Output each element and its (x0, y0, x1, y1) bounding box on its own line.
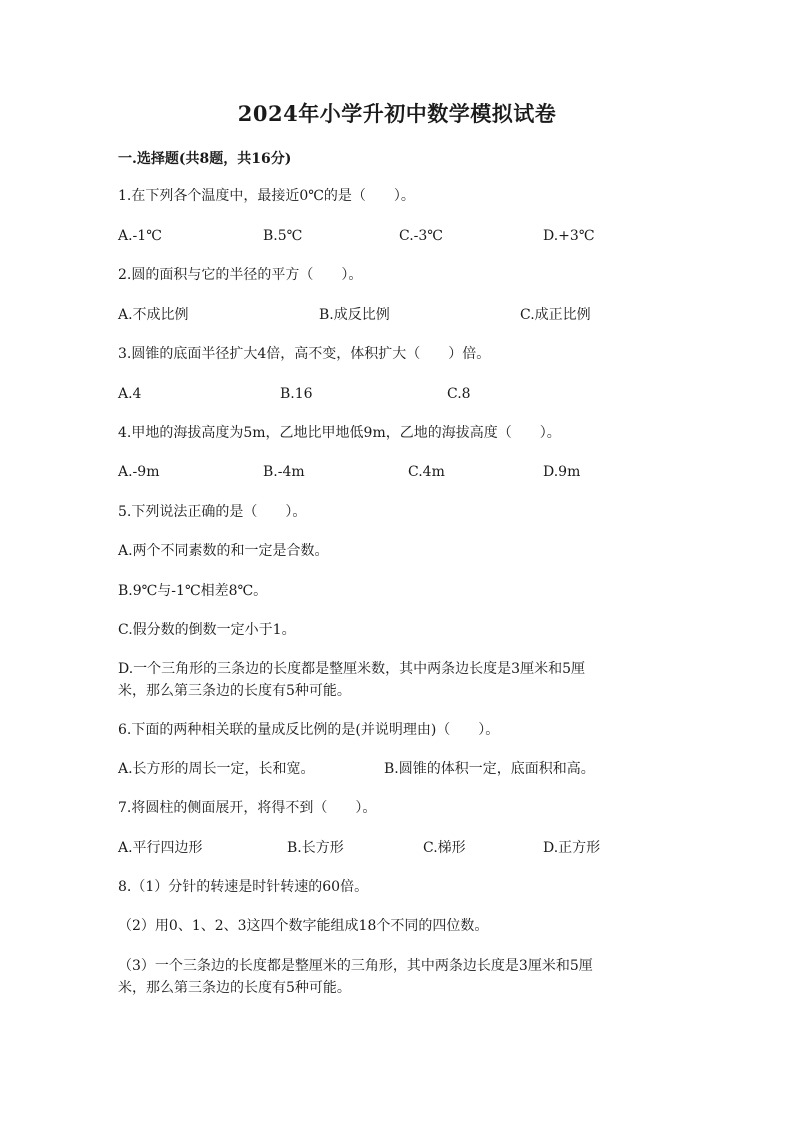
question-6-stem: 6.下面的两种相关联的量成反比例的是(并说明理由)（ ）。 (118, 722, 500, 738)
q4-option-d: D.9m (543, 464, 581, 480)
question-8-line-1: 8.（1）分针的转速是时针转速的60倍。 (118, 879, 369, 895)
question-1-stem: 1.在下列各个温度中，最接近0℃的是（ ）。 (118, 188, 415, 204)
q5-option-d-line2: 米，那么第三条边的长度有5种可能。 (118, 683, 351, 699)
q7-option-b: B.长方形 (287, 840, 344, 856)
q5-option-b: B.9℃与-1℃相差8℃。 (118, 583, 268, 599)
q2-option-c: C.成正比例 (520, 307, 591, 323)
q5-option-d-line1: D.一个三角形的三条边的长度都是整厘米数，其中两条边长度是3厘米和5厘 (118, 661, 585, 677)
q1-option-a: A.-1℃ (118, 228, 162, 244)
q3-option-b: B.16 (280, 386, 313, 402)
q7-option-c: C.梯形 (423, 840, 466, 856)
q1-option-b: B.5℃ (263, 228, 303, 244)
q7-option-a: A.平行四边形 (118, 840, 203, 856)
question-8-line-3a: （3）一个三条边的长度都是整厘米的三角形，其中两条边长度是3厘米和5厘 (118, 958, 593, 974)
section-heading: 一.选择题(共8题，共16分) (118, 151, 292, 167)
question-4-stem: 4.甲地的海拔高度为5m，乙地比甲地低9m，乙地的海拔高度（ ）。 (118, 425, 561, 441)
q2-option-a: A.不成比例 (118, 307, 189, 323)
question-8-line-3b: 米，那么第三条边的长度有5种可能。 (118, 980, 351, 996)
page-title: 2024年小学升初中数学模拟试卷 (237, 101, 557, 126)
q1-option-c: C.-3℃ (399, 228, 443, 244)
question-2-stem: 2.圆的面积与它的半径的平方（ ）。 (118, 267, 363, 283)
q2-option-b: B.成反比例 (319, 307, 390, 323)
q5-option-c: C.假分数的倒数一定小于1。 (118, 622, 296, 638)
q5-option-a: A.两个不同素数的和一定是合数。 (118, 543, 329, 559)
question-5-stem: 5.下列说法正确的是（ ）。 (118, 504, 307, 520)
q4-option-a: A.-9m (118, 464, 160, 480)
question-3-stem: 3.圆锥的底面半径扩大4倍，高不变，体积扩大（ ）倍。 (118, 346, 491, 362)
q1-option-d: D.+3℃ (543, 228, 595, 244)
question-8-line-2: （2）用0、1、2、3这四个数字能组成18个不同的四位数。 (118, 918, 489, 934)
q6-option-b: B.圆锥的体积一定，底面积和高。 (384, 761, 595, 777)
question-7-stem: 7.将圆柱的侧面展开，将得不到（ ）。 (118, 800, 377, 816)
q4-option-c: C.4m (408, 464, 445, 480)
q3-option-a: A.4 (118, 386, 142, 402)
q6-option-a: A.长方形的周长一定，长和宽。 (118, 761, 315, 777)
q7-option-d: D.正方形 (543, 840, 601, 856)
q3-option-c: C.8 (447, 386, 471, 402)
q4-option-b: B.-4m (263, 464, 305, 480)
